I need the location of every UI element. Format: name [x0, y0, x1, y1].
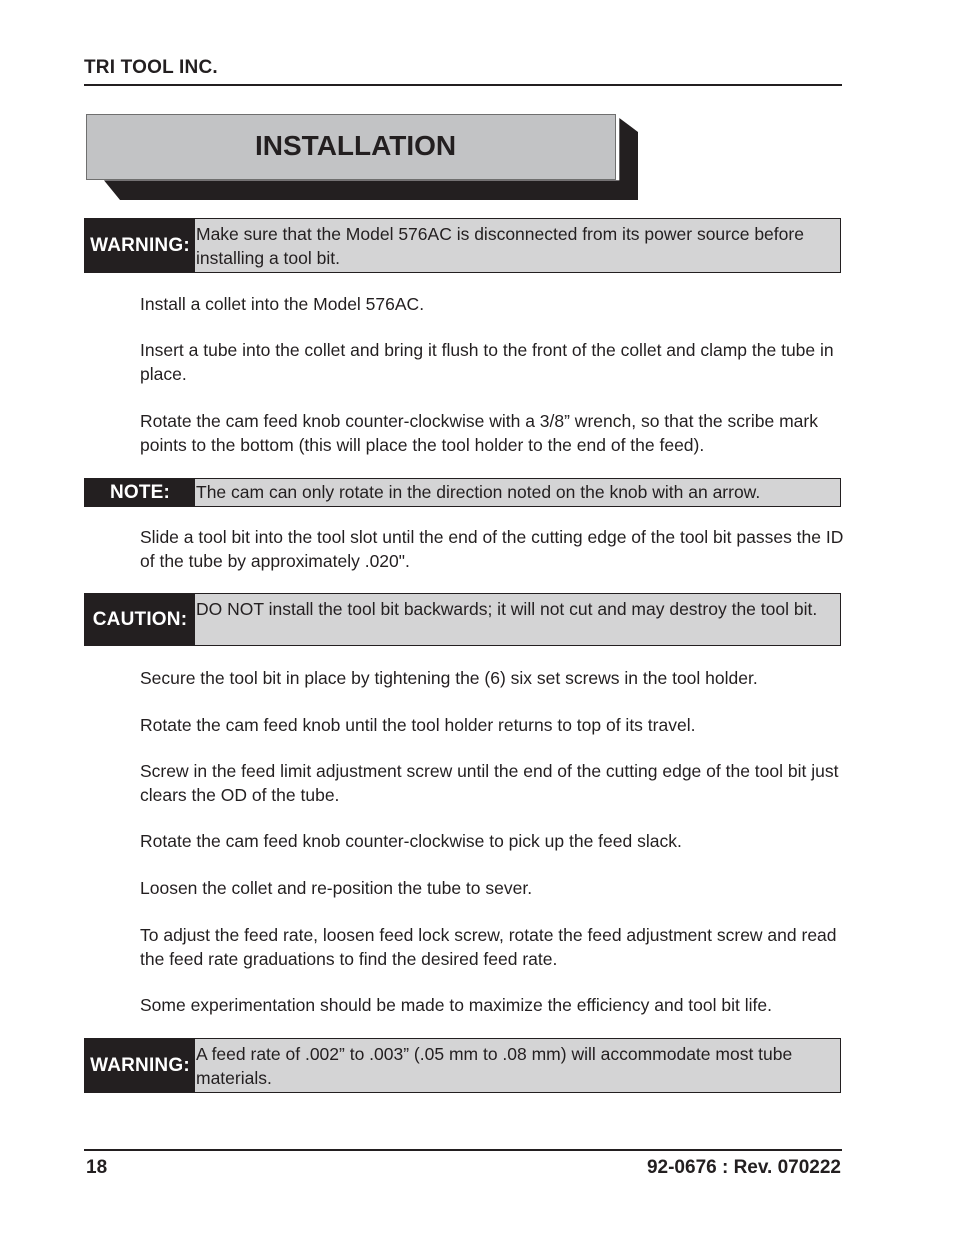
warning-label: WARNING: [85, 219, 195, 272]
section-title: INSTALLATION [255, 130, 457, 161]
page-number: 18 [86, 1157, 108, 1178]
footer-rule [84, 1149, 842, 1151]
company-name: TRI TOOL INC. [84, 57, 218, 78]
warning-callout [84, 1038, 841, 1093]
document-revision: 92-0676 : Rev. 070222 [646, 1157, 841, 1178]
step-paragraph: Slide a tool bit into the tool slot until the end of the cutting edge of the tool bit passes the ID of the tube by approximately .020". [140, 527, 844, 571]
step-paragraph: Rotate the cam feed knob counter-clockwise with a 3/8” wrench, so that the scribe mark points to the bottom (this will place the tool holder to the end of the feed). [140, 411, 818, 455]
step-paragraph: Insert a tube into the collet and bring it flush to the front of the collet and clamp the tube in place. [140, 340, 834, 384]
caution-text: DO NOT install the tool bit backwards; it will not cut and may destroy the tool bit. [196, 599, 818, 619]
note-callout [84, 478, 841, 507]
warning-text: A feed rate of .002” to .003” (.05 mm to .08 mm) will accommodate most tube materials. [196, 1044, 793, 1088]
step-paragraph: Screw in the feed limit adjustment screw until the end of the cutting edge of the tool bit just clears the OD of the tube. [140, 761, 839, 805]
caution-label: CAUTION: [85, 594, 195, 645]
header-rule [84, 84, 842, 86]
section-title-box [86, 114, 616, 180]
step-paragraph: Secure the tool bit in place by tightening the (6) six set screws in the tool holder. [140, 668, 758, 688]
caution-callout [84, 593, 841, 646]
warning-label: WARNING: [85, 1039, 195, 1092]
step-paragraph: Rotate the cam feed knob counter-clockwise to pick up the feed slack. [140, 831, 682, 851]
step-paragraph: Loosen the collet and re-position the tube to sever. [140, 878, 533, 898]
step-paragraph: Some experimentation should be made to maximize the efficiency and tool bit life. [140, 995, 772, 1015]
note-label: NOTE: [85, 479, 195, 506]
warning-text: Make sure that the Model 576AC is disconnected from its power source before installing a tool bit. [196, 224, 804, 268]
step-paragraph: To adjust the feed rate, loosen feed lock screw, rotate the feed adjustment screw and read the feed rate graduations to find the desired feed rate. [140, 925, 837, 969]
note-text: The cam can only rotate in the direction noted on the knob with an arrow. [196, 482, 761, 502]
step-paragraph: Install a collet into the Model 576AC. [140, 294, 425, 314]
warning-callout [84, 218, 841, 273]
step-paragraph: Rotate the cam feed knob until the tool holder returns to top of its travel. [140, 715, 696, 735]
